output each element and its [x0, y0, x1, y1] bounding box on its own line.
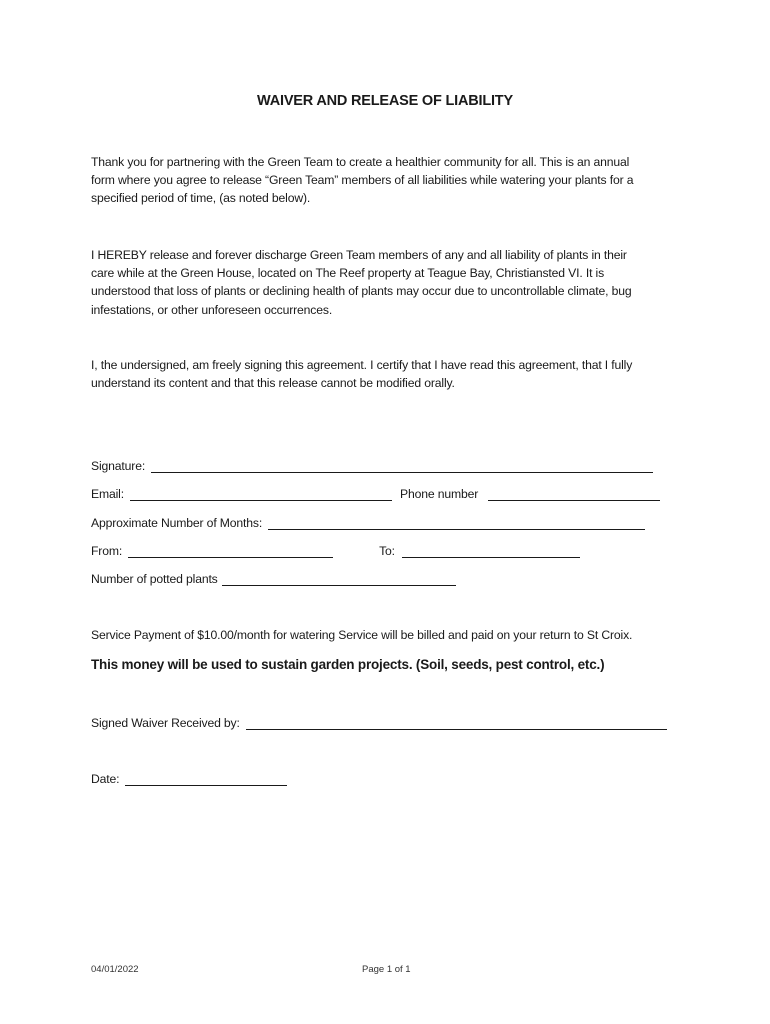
email-row	[91, 487, 660, 501]
document-title: WAIVER AND RELEASE OF LIABILITY	[257, 93, 513, 109]
certify-paragraph	[91, 356, 691, 392]
intro-line-2: form where you agree to release “Green Team” members of all liabilities while watering your plants for a	[91, 173, 634, 188]
received-label: Signed Waiver Received by:	[91, 716, 240, 730]
footer-page-number: Page 1 of 1	[362, 964, 411, 975]
plants-label: Number of potted plants	[91, 572, 218, 586]
phone-label: Phone number	[399, 487, 479, 501]
certify-line-1: I, the undersigned, am freely signing this agreement. I certify that I have read this agreement, that I fully	[91, 358, 633, 372]
email-field[interactable]	[130, 488, 392, 501]
to-label: To:	[379, 544, 395, 558]
intro-line-3: specified period of time, (as noted below).	[91, 191, 311, 206]
months-label: Approximate Number of Months:	[91, 516, 263, 530]
release-line-2: care while at the Green House, located on The Reef property at Teague Bay, Christiansted VI. It is	[91, 266, 605, 281]
signature-field[interactable]	[151, 460, 653, 473]
money-use-text: This money will be used to sustain garden projects. (Soil, seeds, pest control, etc.)	[91, 657, 605, 672]
from-label: From:	[91, 544, 123, 558]
received-row	[91, 716, 667, 730]
received-field[interactable]	[246, 717, 667, 730]
date-row	[91, 772, 287, 786]
intro-line-1: Thank you for partnering with the Green Team to create a healthier community for all. This is an annual	[91, 155, 630, 169]
release-paragraph	[91, 246, 691, 319]
signature-label: Signature:	[91, 459, 146, 473]
signature-row	[91, 459, 653, 473]
release-line-3: understood that loss of plants or declining health of plants may occur due to uncontrollable climate, bug	[91, 284, 632, 299]
certify-line-2: understand its content and that this release cannot be modified orally.	[91, 376, 455, 391]
to-field[interactable]	[402, 545, 580, 558]
footer-date: 04/01/2022	[91, 964, 139, 975]
plants-row	[91, 572, 456, 586]
email-label: Email:	[91, 487, 124, 501]
from-field[interactable]	[128, 545, 333, 558]
date-field[interactable]	[125, 773, 287, 786]
release-line-1: I HEREBY release and forever discharge Green Team members of any and all liability of plants in their	[91, 248, 627, 262]
release-line-4: infestations, or other unforeseen occurrences.	[91, 302, 333, 317]
phone-field[interactable]	[488, 488, 660, 501]
intro-paragraph	[91, 153, 691, 208]
from-to-row	[91, 544, 580, 558]
months-field[interactable]	[268, 517, 645, 530]
months-row	[91, 516, 645, 530]
service-payment-text: Service Payment of $10.00/month for watering Service will be billed and paid on your return to St Croix.	[91, 628, 633, 642]
date-label: Date:	[91, 772, 120, 786]
plants-field[interactable]	[222, 573, 456, 586]
